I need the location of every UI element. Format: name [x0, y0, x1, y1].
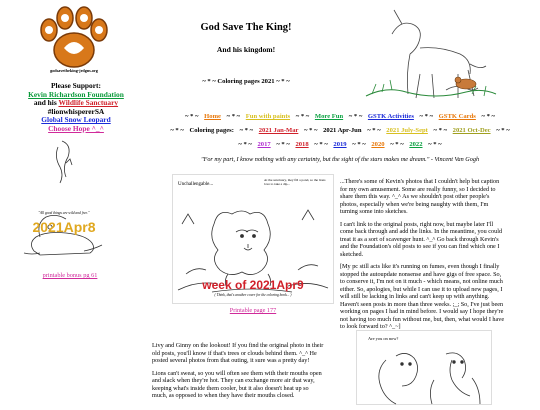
nav-row-years	[140, 141, 540, 148]
nav-separator: ~ * ~	[433, 127, 447, 134]
sidebar-sketch-image	[14, 133, 114, 268]
nav-separator: ~ * ~	[276, 141, 290, 148]
nav-separator: ~ * ~	[185, 113, 199, 120]
and-his-text: and his	[33, 98, 57, 108]
nav-separator: ~ * ~	[226, 113, 241, 120]
nav-more-fun-link[interactable]: More Fun	[314, 113, 344, 120]
nav-separator: ~ * ~	[239, 127, 254, 134]
sidebar-lion-sketch[interactable]	[14, 133, 114, 268]
foundation-link[interactable]: Kevin Richardson Foundation	[28, 89, 124, 99]
nav-separator: ~ * ~	[295, 113, 310, 120]
nav-separator: ~ * ~	[352, 141, 366, 148]
lower-text-column	[152, 342, 324, 405]
nav-separator: ~ * ~	[238, 141, 252, 148]
support-heading: Please Support:	[51, 81, 101, 90]
support-block	[0, 82, 152, 134]
van-gogh-quote: "For my part, I know nothing with any certainty, but the sight of the stars makes me dream." - Vincent Van Gogh	[200, 156, 480, 163]
nav-fun-with-paints-link[interactable]: Fun with paints	[245, 113, 291, 120]
right-text-column	[340, 178, 506, 336]
sanctuary-link[interactable]: Wildlife Sanctuary	[58, 98, 119, 108]
nav-gstk-activities-link[interactable]: GSTK Activities	[367, 113, 414, 120]
nav-separator: ~ * ~	[419, 113, 433, 120]
lower-paragraph: Livy and Ginny on the lookout! If you find the original photo in their old posts, you'll know if that's trees or clouds behind them. ^_^ He posted several photos from that outing, it sure was a pretty day!	[152, 342, 324, 364]
nav-separator: ~ * ~	[428, 141, 442, 148]
header-sketch-image	[362, 4, 500, 102]
page-art-right-caption: At the sanctuary, they fill a pond, so the lions love to take a dip...	[264, 178, 326, 186]
nav-separator: ~ * ~	[170, 127, 184, 134]
nav-2021-oct-dec-link[interactable]: 2021 Oct-Dec	[452, 127, 491, 134]
nav-gstk-cards-link[interactable]: GSTK Cards	[438, 113, 476, 120]
nav-separator: ~ * ~	[314, 141, 328, 148]
nav-separator: ~ * ~	[304, 127, 318, 134]
nav-separator: ~ * ~	[390, 141, 404, 148]
page-art-stamp: week of 2021Apr9	[202, 278, 304, 292]
bonus-page-link[interactable]: printable bonus pg 61	[42, 272, 98, 279]
hashtag-text: #lionwhispererSA	[47, 106, 105, 116]
nav-separator: ~ * ~	[496, 127, 510, 134]
nav-2019-link[interactable]: 2019	[333, 141, 347, 148]
bottom-sketch-image	[356, 330, 492, 405]
page-title: God Save The King!	[200, 22, 292, 33]
nav-2018-link[interactable]: 2018	[295, 141, 309, 148]
nav-separator: ~ * ~	[481, 113, 495, 120]
paw-logo[interactable]	[34, 6, 114, 78]
nav-2020-link[interactable]: 2020	[371, 141, 385, 148]
lower-paragraph: Lions can't sweat, so you will often see them with their mouths open and slack when they're hot. They can exchange more air that way, keeping what's inside them cooler, but it also doesn't heat up so much, as opposed to when they have their mouths closed.	[152, 369, 322, 399]
page-subtitle: And his kingdom!	[216, 45, 276, 54]
nav-2021-jan-mar-link[interactable]: 2021 Jan-Mar	[258, 127, 299, 134]
coloring-pages-heading: ~ * ~ Coloring pages 2021 ~ * ~	[202, 78, 290, 85]
nav-2021-apr-jun-current: 2021 Apr-Jun	[323, 127, 362, 134]
right-paragraph: ...There's some of Kevin's photos that I couldn't help but caption for my own amusement. Some are really funny, so I decided to share them this way. ^_^ As we shouldn't post other people's photos, especially when we're being naughty with them, I'm turning some into sketches.	[340, 178, 500, 215]
right-paragraph: I can't link to the original posts, right now, but maybe later I'll come back through and add the links. In the meantime, you could treat it as a sort of scavenger hunt. ^_^ Go back through Kevin's and the Foundation's old posts to see if you can find which one I sketched.	[340, 220, 503, 258]
printable-page-link[interactable]: Printable page 177	[229, 307, 277, 314]
nav-2021-july-sept-link[interactable]: 2021 July-Sept	[386, 127, 428, 134]
coloring-page-image[interactable]	[172, 174, 334, 304]
sidebar-art-caption: "All good things are wild and free."	[38, 211, 90, 215]
nav-2022-link[interactable]: 2022	[409, 141, 423, 148]
logo-text: godsavetheking-jrdgns.org	[50, 68, 98, 73]
nav-2017-link[interactable]: 2017	[257, 141, 271, 148]
page-art-subcaption: ( Think, that's another cover for the coloring book... )	[214, 293, 292, 297]
nav-row-main	[140, 113, 540, 120]
page-art-left-caption: Unchallengable...	[178, 182, 214, 187]
nav-separator: ~ * ~	[367, 127, 381, 134]
nav-coloring-pages-label: Coloring pages:	[189, 127, 234, 134]
bottom-lion-sketch[interactable]	[356, 330, 492, 405]
right-paragraph: [My pc still acts like it's running on fumes, even though I finally stopped the autoupdate nonsense and have gigs of free space. So, to conserve it, I'm not on it much - which means, not online much either. So, apologies, but while I can use it to upload new pages, I will still be lacking in links and can't keep up with anything. Haven't seen posts in more than three weeks. ;_; So, I've just been working on pages I had in mind before. I would say I hope they're not having too much fun without me, but, then, what would I have to look forward to? ^_~]	[340, 263, 505, 330]
snow-leopard-link[interactable]: Global Snow Leopard	[41, 115, 111, 125]
header-unicorn-sketch	[362, 4, 500, 102]
nav-home-link[interactable]: Home	[204, 113, 221, 120]
nav-separator: ~ * ~	[348, 113, 363, 120]
nav-row-coloring-pages	[140, 127, 540, 134]
choose-hope-link[interactable]: Choose Hope ^_^	[48, 123, 104, 133]
sidebar-art-stamp: 2021Apr8	[32, 219, 96, 235]
bottom-art-caption: Are you on now?	[368, 336, 399, 341]
